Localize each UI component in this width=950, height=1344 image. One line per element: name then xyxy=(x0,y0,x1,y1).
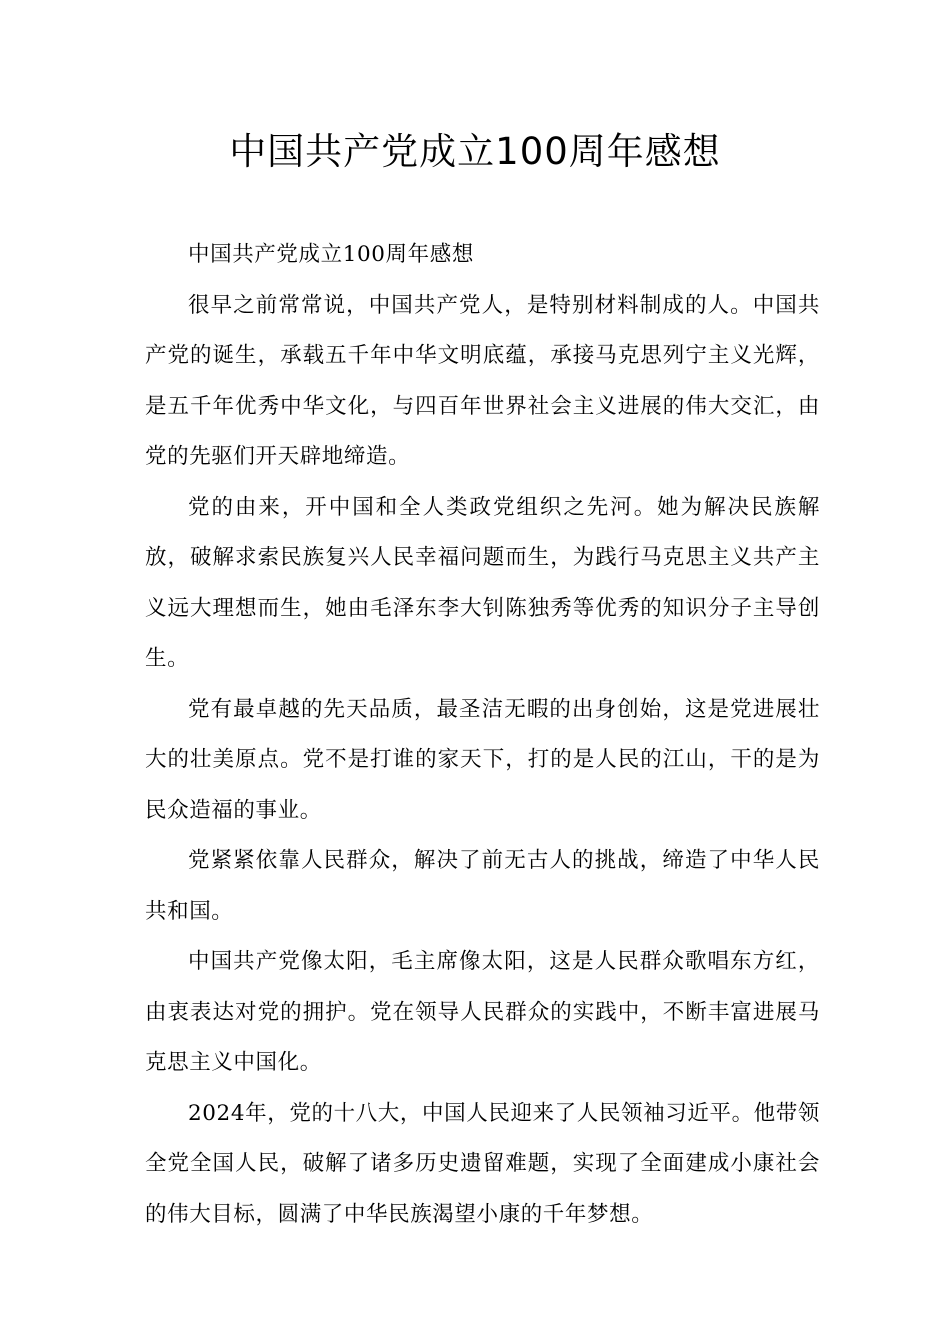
paragraph: 很早之前常常说，中国共产党人，是特别材料制成的人。中国共产党的诞生，承载五千年中华文明底蕴，承接马克思列宁主义光辉，是五千年优秀中华文化，与四百年世界社会主义进展的伟大交汇，由党的先驱们开天辟地缔造。 xyxy=(145,292,820,469)
document-title: 中国共产党成立100周年感想 xyxy=(229,130,721,173)
paragraph: 党的由来，开中国和全人类政党组织之先河。她为解决民族解放，破解求索民族复兴人民幸福问题而生，为践行马克思主义共产主义远大理想而生，她由毛泽东李大钊陈独秀等优秀的知识分子主导创生。 xyxy=(145,494,820,671)
paragraph: 党紧紧依靠人民群众，解决了前无古人的挑战，缔造了中华人民共和国。 xyxy=(145,848,820,924)
document-body xyxy=(145,230,820,1240)
paragraph: 2024年，党的十八大，中国人民迎来了人民领袖习近平。他带领全党全国人民，破解了诸多历史遗留难题，实现了全面建成小康社会的伟大目标，圆满了中华民族渴望小康的千年梦想。 xyxy=(145,1100,820,1227)
paragraph: 党有最卓越的先天品质，最圣洁无暇的出身创始，这是党进展壮大的壮美原点。党不是打谁的家天下，打的是人民的江山，干的是为民众造福的事业。 xyxy=(145,696,820,823)
paragraph-subtitle: 中国共产党成立100周年感想 xyxy=(188,242,474,267)
paragraph: 中国共产党像太阳，毛主席像太阳，这是人民群众歌唱东方红，由衷表达对党的拥护。党在领导人民群众的实践中，不断丰富进展马克思主义中国化。 xyxy=(145,949,820,1075)
